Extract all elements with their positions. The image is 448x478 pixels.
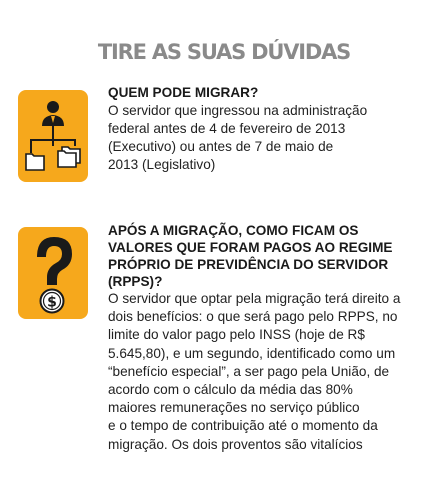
- faq-question: [108, 222, 438, 290]
- answer-line: limite do valor pago pelo INSS (hoje de R$: [108, 327, 365, 343]
- faq-answer: [108, 290, 438, 454]
- answer-line: e o tempo de contribuição até o momento da: [108, 418, 378, 434]
- answer-line: migração. Os dois proventos são vitalícios: [108, 436, 363, 452]
- answer-line: (Executivo) ou antes de 7 de maio de: [108, 138, 334, 154]
- question-line: (RPPS)?: [108, 274, 163, 289]
- answer-line: 5.645,80), e um segundo, identificado como um: [108, 345, 396, 361]
- page-title: TIRE AS SUAS DÚVIDAS: [97, 40, 351, 64]
- faq-question: QUEM PODE MIGRAR?: [108, 85, 259, 100]
- answer-line: dois benefícios: o que será pago pelo RPPS, no: [108, 309, 398, 325]
- faq-answer: [108, 102, 438, 174]
- question-line: APÓS A MIGRAÇÃO, COMO FICAM OS: [108, 223, 359, 238]
- question-line: PRÓPRIO DE PREVIDÊNCIA DO SERVIDOR: [108, 257, 389, 272]
- question-mark-dollar-icon: [18, 227, 88, 319]
- answer-line: O servidor que optar pela migração terá direito a: [108, 291, 401, 306]
- answer-line: federal antes de 4 de fevereiro de 2013: [108, 120, 346, 136]
- answer-line: O servidor que ingressou na administração: [108, 102, 368, 118]
- svg-text:$: $: [47, 294, 57, 311]
- org-chart-icon: [18, 90, 88, 182]
- question-line: VALORES QUE FORAM PAGOS AO REGIME: [108, 240, 393, 255]
- answer-line: acordo com o cálculo da média das 80%: [108, 382, 353, 398]
- answer-line: “benefício especial”, a ser pago pela União, de: [108, 363, 390, 379]
- faq-text: [108, 222, 438, 454]
- faq-text: [108, 85, 438, 174]
- answer-line: maiores remunerações no serviço público: [108, 400, 360, 416]
- answer-line: 2013 (Legislativo): [108, 156, 216, 172]
